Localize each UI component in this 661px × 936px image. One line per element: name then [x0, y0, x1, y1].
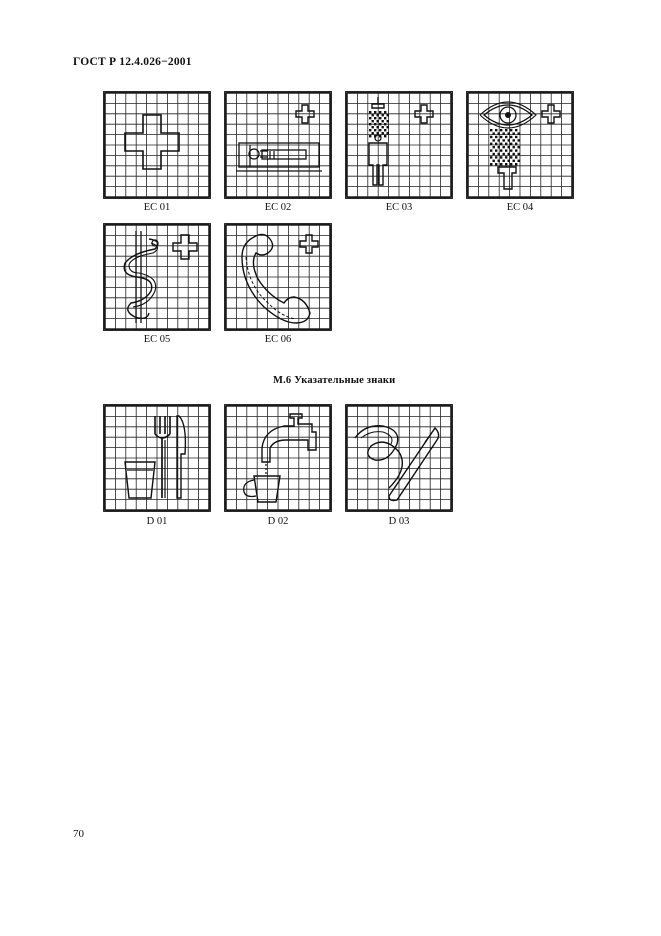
first-aid-cross-icon	[103, 91, 211, 199]
emergency-shower-icon	[345, 91, 453, 199]
sign-ec03	[345, 91, 453, 199]
caduceus-doctor-icon	[103, 223, 211, 331]
sign-caption: D 03	[388, 516, 410, 527]
page-number: 70	[73, 828, 84, 840]
sign-caption: EC 02	[264, 202, 292, 213]
sign-caption: EC 04	[506, 202, 534, 213]
food-point-icon	[103, 404, 211, 512]
sign-ec04	[466, 91, 574, 199]
document-header: ГОСТ Р 12.4.026−2001	[73, 56, 192, 68]
sign-caption: EC 06	[264, 334, 292, 345]
sign-caption: D 02	[267, 516, 289, 527]
section-title: М.6 Указательные знаки	[273, 375, 396, 386]
sign-caption: EC 05	[143, 334, 171, 345]
sign-d01	[103, 404, 211, 512]
sign-caption: EC 01	[143, 202, 171, 213]
sign-ec06	[224, 223, 332, 331]
sign-caption: EC 03	[385, 202, 413, 213]
sign-d02	[224, 404, 332, 512]
sign-ec05	[103, 223, 211, 331]
drinking-water-icon	[224, 404, 332, 512]
eye-wash-icon	[466, 91, 574, 199]
smoking-area-icon	[345, 404, 453, 512]
sign-ec02	[224, 91, 332, 199]
stretcher-icon	[224, 91, 332, 199]
sign-d03	[345, 404, 453, 512]
emergency-telephone-icon	[224, 223, 332, 331]
sign-caption: D 01	[146, 516, 168, 527]
sign-ec01	[103, 91, 211, 199]
